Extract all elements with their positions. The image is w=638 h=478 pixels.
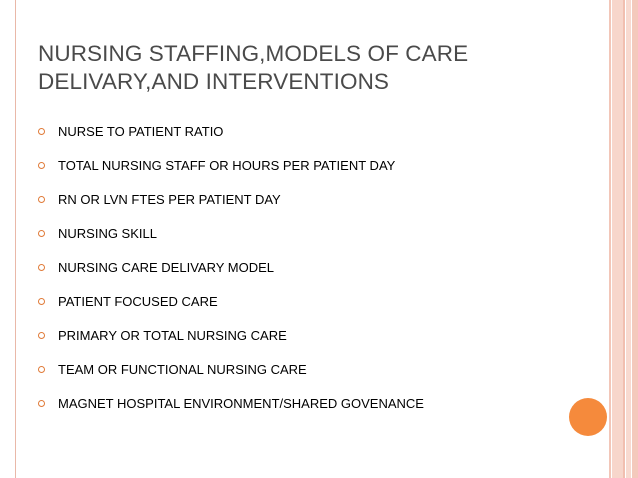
right-border-stripe <box>626 0 631 478</box>
hollow-circle-bullet-icon <box>38 298 45 305</box>
bullet-item <box>37 190 424 224</box>
right-border-stripe <box>632 0 638 478</box>
slide-title-line: DELIVARY,AND INTERVENTIONS <box>38 69 390 94</box>
hollow-circle-bullet-icon <box>38 332 45 339</box>
bullet-text: RN OR LVN FTES PER PATIENT DAY <box>58 192 281 207</box>
left-border-line <box>15 0 16 478</box>
bullet-text: PATIENT FOCUSED CARE <box>58 294 218 309</box>
bullet-text: NURSE TO PATIENT RATIO <box>58 124 224 139</box>
bullet-text: MAGNET HOSPITAL ENVIRONMENT/SHARED GOVENANCE <box>58 396 424 411</box>
bullet-item <box>37 258 424 292</box>
bullet-item <box>37 292 424 326</box>
bullet-text: TOTAL NURSING STAFF OR HOURS PER PATIENT DAY <box>58 158 396 173</box>
bullet-item <box>37 394 424 428</box>
hollow-circle-bullet-icon <box>38 196 45 203</box>
hollow-circle-bullet-icon <box>38 128 45 135</box>
hollow-circle-bullet-icon <box>38 400 45 407</box>
bullet-item <box>37 122 424 156</box>
bullet-item <box>37 156 424 190</box>
bullet-list <box>37 122 424 428</box>
hollow-circle-bullet-icon <box>38 162 45 169</box>
hollow-circle-bullet-icon <box>38 366 45 373</box>
bullet-item <box>37 326 424 360</box>
right-border-stripe <box>612 0 623 478</box>
bullet-item <box>37 224 424 258</box>
hollow-circle-bullet-icon <box>38 264 45 271</box>
slide-title <box>38 40 598 96</box>
bullet-item <box>37 360 424 394</box>
bullet-text: PRIMARY OR TOTAL NURSING CARE <box>58 328 287 343</box>
bullet-text: NURSING SKILL <box>58 226 157 241</box>
bullet-text: NURSING CARE DELIVARY MODEL <box>58 260 274 275</box>
orange-circle-icon <box>569 398 607 436</box>
hollow-circle-bullet-icon <box>38 230 45 237</box>
right-border-stripe <box>609 0 611 478</box>
right-border-stripe <box>623 0 625 478</box>
slide-title-line: NURSING STAFFING,MODELS OF CARE <box>38 41 469 66</box>
bullet-text: TEAM OR FUNCTIONAL NURSING CARE <box>58 362 307 377</box>
